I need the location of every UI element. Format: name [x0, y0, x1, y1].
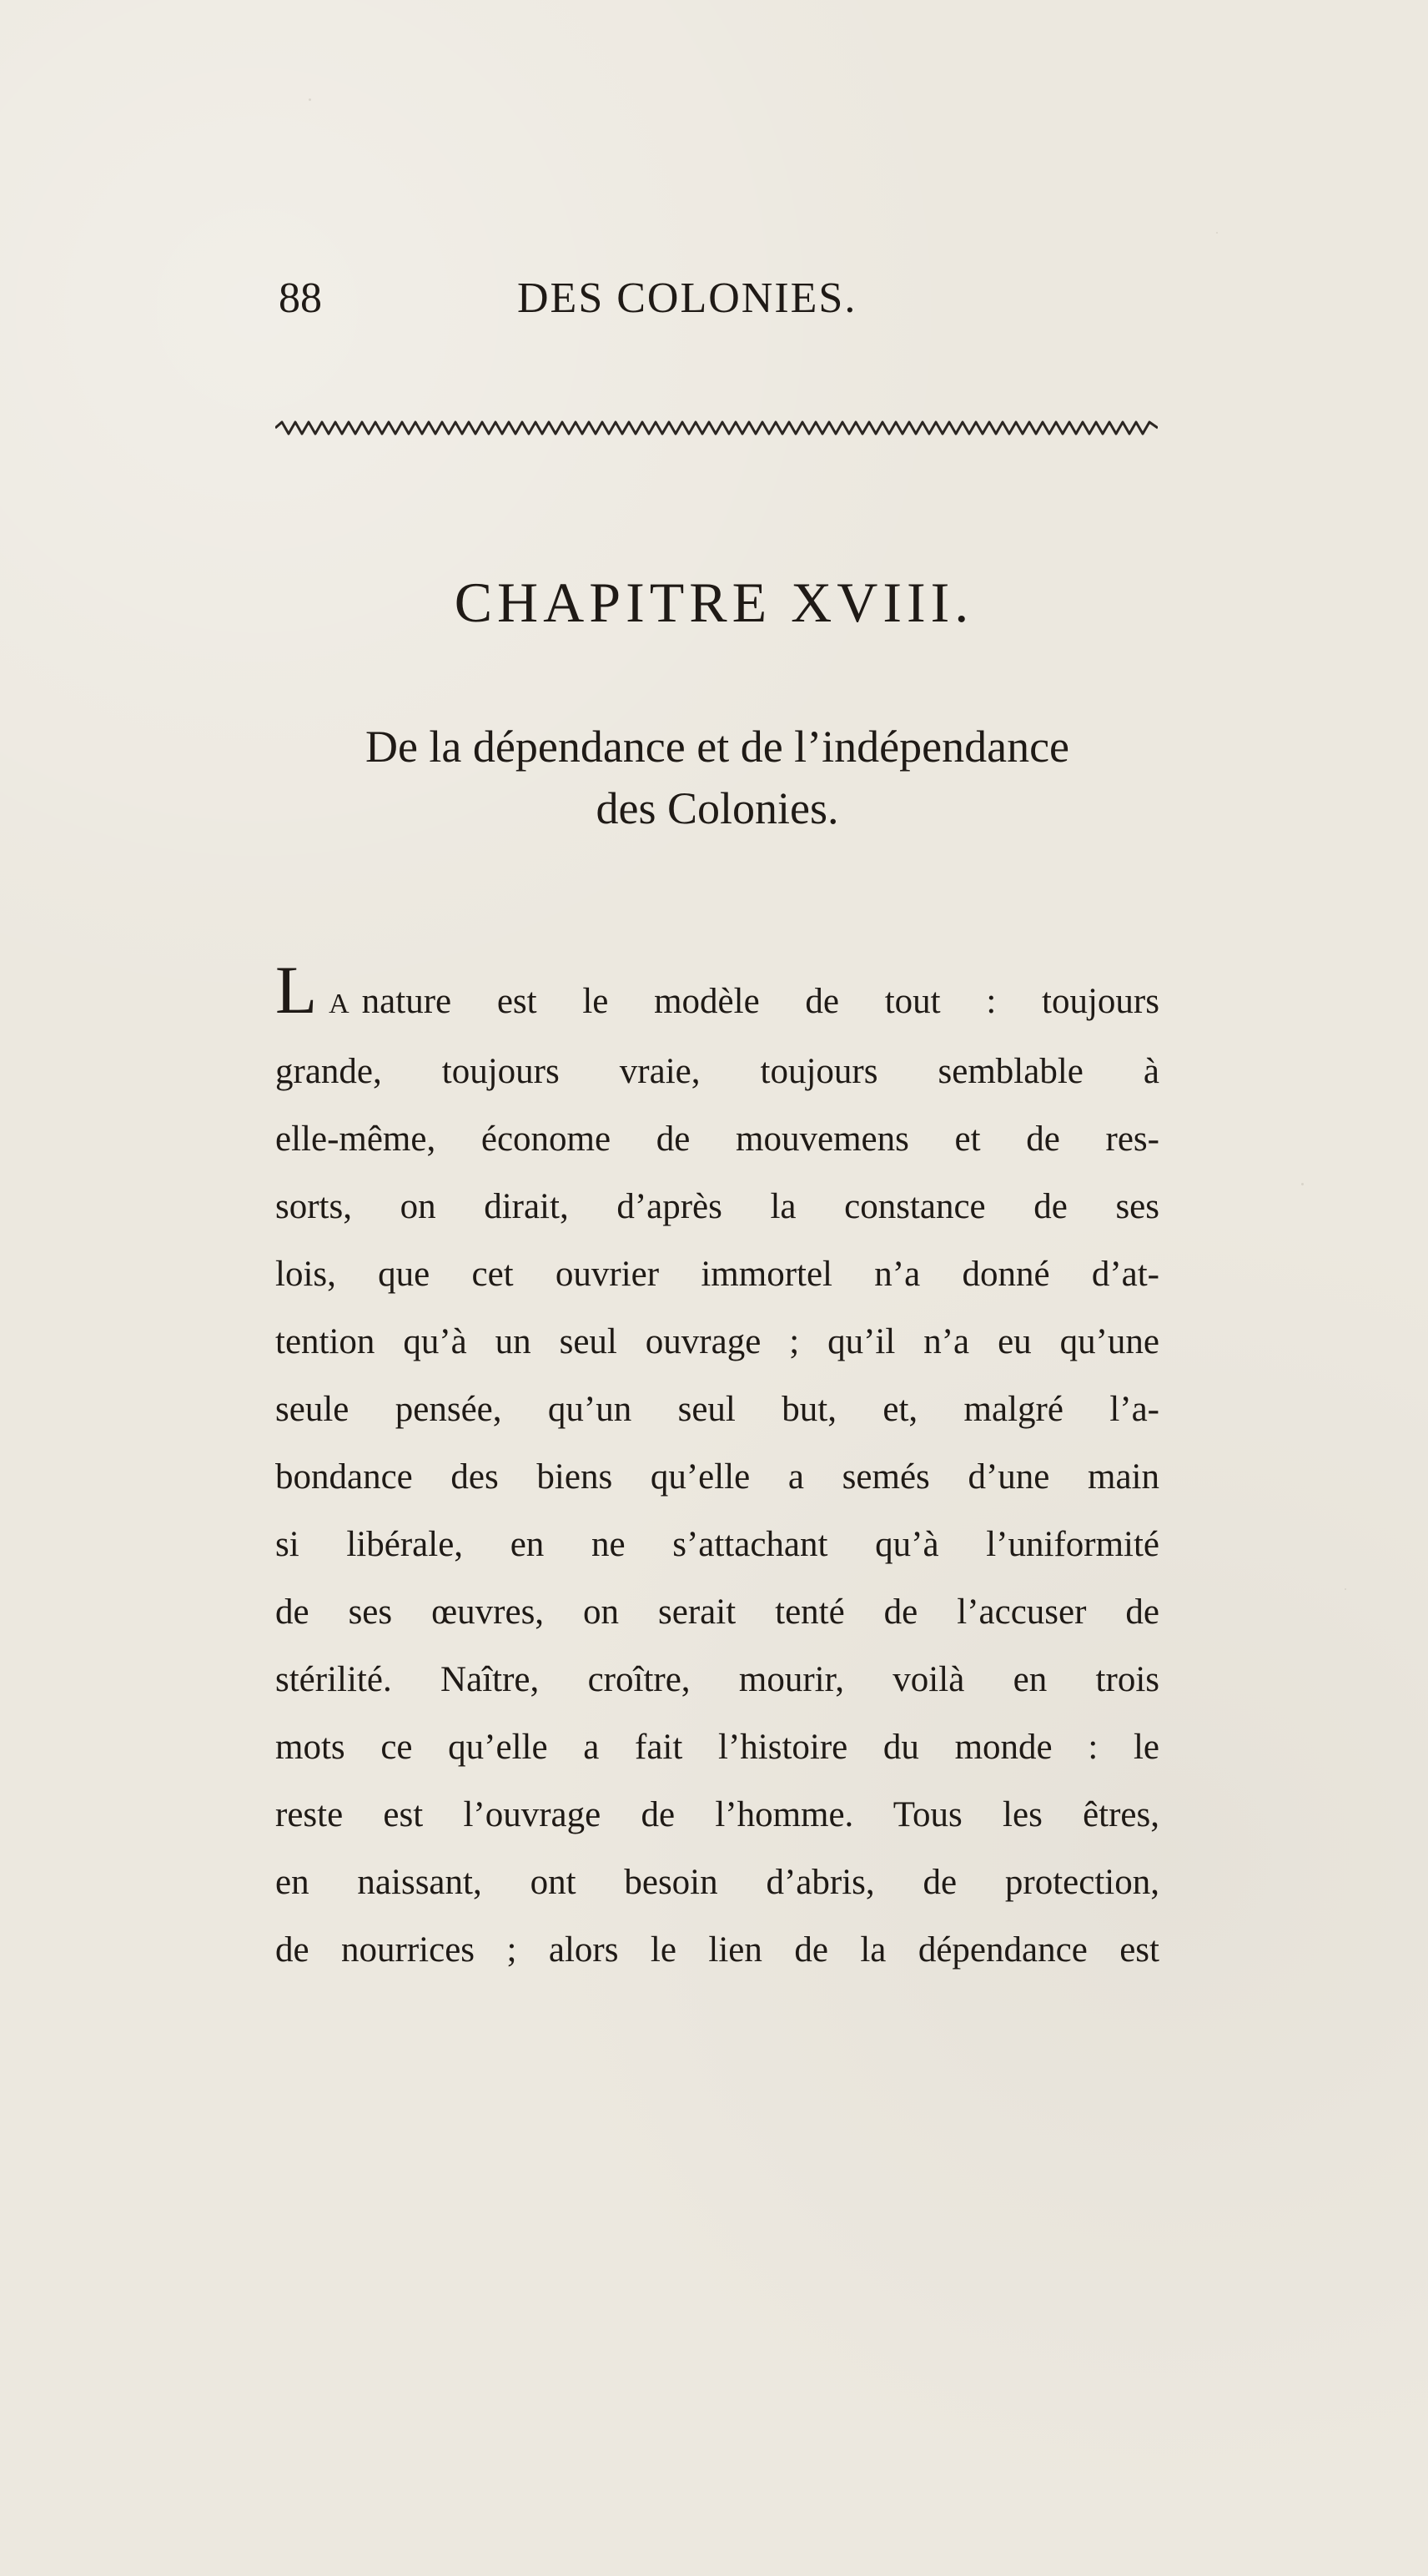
drop-cap: L: [275, 952, 318, 1028]
first-line-text: nature est le modèle de tout : toujours: [361, 982, 1159, 1021]
body-line-2: grande, toujours vraie, toujours semblable à: [275, 1052, 1159, 1091]
body-line-1: [275, 952, 1159, 1038]
page-number: 88: [279, 274, 322, 322]
running-title: DES COLONIES.: [517, 274, 857, 322]
subtitle-line-2: des Colonies.: [596, 783, 839, 833]
body-line-15: de nourrices ; alors le lien de la dépendance est: [275, 1930, 1159, 1970]
body-line-12: mots ce qu’elle a fait l’histoire du monde : le: [275, 1728, 1159, 1767]
paper-speck: [1345, 1588, 1346, 1590]
body-line-9: si libérale, en ne s’attachant qu’à l’uniformité: [275, 1525, 1159, 1564]
chapter-heading: CHAPITRE XVIII.: [454, 571, 974, 634]
body-line-3: elle-même, économe de mouvemens et de res-: [275, 1119, 1159, 1159]
body-line-8: bondance des biens qu’elle a semés d’une main: [275, 1457, 1159, 1497]
body-line-10: de ses œuvres, on serait tenté de l’accuser de: [275, 1592, 1159, 1632]
first-word-small-caps: A: [329, 989, 350, 1019]
ornament-rule: [275, 419, 1158, 437]
body-line-11: stérilité. Naître, croître, mourir, voilà en trois: [275, 1660, 1159, 1699]
paper-speck: [309, 98, 311, 101]
body-line-4: sorts, on dirait, d’après la constance de ses: [275, 1187, 1159, 1226]
body-line-7: seule pensée, qu’un seul but, et, malgré l’a-: [275, 1390, 1159, 1429]
body-line-6: tention qu’à un seul ouvrage ; qu’il n’a eu qu’une: [275, 1322, 1159, 1361]
paper-speck: [1301, 1183, 1304, 1185]
body-line-5: lois, que cet ouvrier immortel n’a donné d’at-: [275, 1255, 1159, 1294]
chapter-subtitle: [275, 716, 1159, 839]
paper-speck: [1216, 232, 1218, 234]
running-head: [279, 274, 1063, 344]
body-line-13: reste est l’ouvrage de l’homme. Tous les êtres,: [275, 1795, 1159, 1834]
body-line-14: en naissant, ont besoin d’abris, de protection,: [275, 1863, 1159, 1902]
body-paragraph: [275, 952, 1159, 1984]
subtitle-line-1: De la dépendance et de l’indépendance: [365, 722, 1070, 772]
